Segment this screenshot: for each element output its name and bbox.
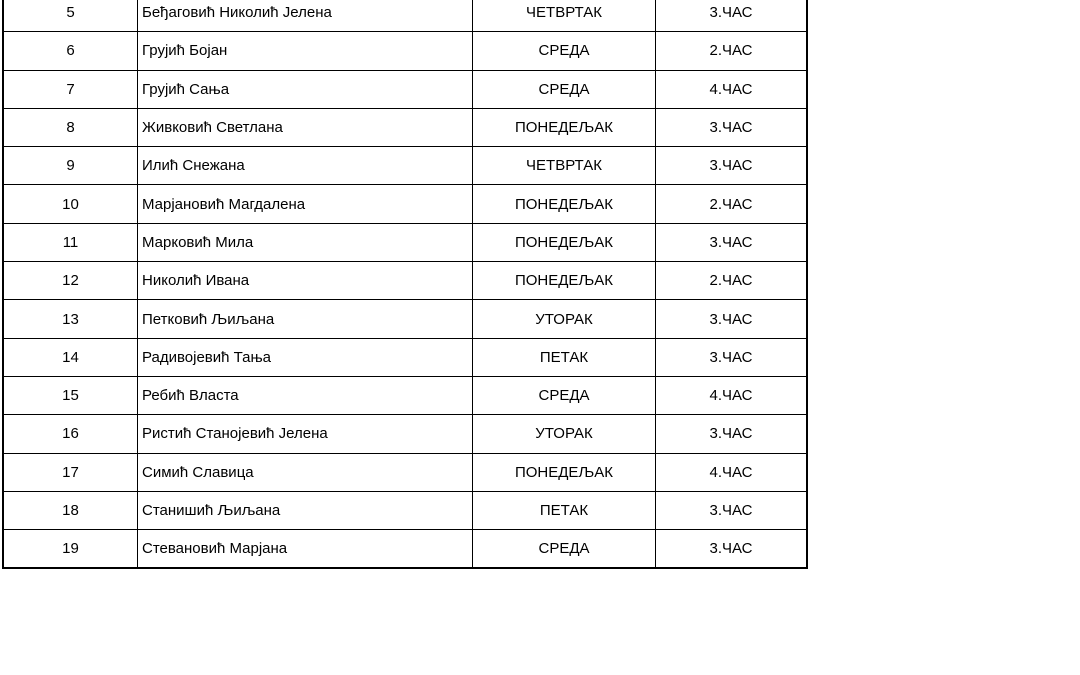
consultation-day: СРЕДА (473, 530, 656, 569)
consultation-day: ПОНЕДЕЉАК (473, 453, 656, 491)
row-number: 11 (3, 223, 138, 261)
consultation-day: УТОРАК (473, 300, 656, 338)
consultation-hour: 3.ЧАС (656, 491, 808, 529)
table-row (3, 491, 807, 529)
row-number: 10 (3, 185, 138, 223)
table-row (3, 70, 807, 108)
consultation-hour: 4.ЧАС (656, 453, 808, 491)
row-number: 12 (3, 262, 138, 300)
teacher-name: Николић Ивана (138, 262, 473, 300)
teacher-name: Илић Снежана (138, 147, 473, 185)
teacher-name: Грујић Сања (138, 70, 473, 108)
consultation-day: ПОНЕДЕЉАК (473, 223, 656, 261)
row-number: 13 (3, 300, 138, 338)
teacher-name: Марјановић Магдалена (138, 185, 473, 223)
consultation-day: ПОНЕДЕЉАК (473, 262, 656, 300)
consultation-day: ЧЕТВРТАК (473, 147, 656, 185)
consultation-day: СРЕДА (473, 376, 656, 414)
teacher-name: Радивојевић Тања (138, 338, 473, 376)
teacher-name: Марковић Мила (138, 223, 473, 261)
row-number: 19 (3, 530, 138, 569)
teacher-name: Живковић Светлана (138, 108, 473, 146)
teacher-name: Беђаговић Николић Јелена (138, 0, 473, 32)
consultation-hour: 2.ЧАС (656, 185, 808, 223)
row-number: 7 (3, 70, 138, 108)
table-row (3, 32, 807, 70)
consultation-day: УТОРАК (473, 415, 656, 453)
teacher-name: Ристић Станојевић Јелена (138, 415, 473, 453)
consultation-hour: 3.ЧАС (656, 0, 808, 32)
consultation-day: ПОНЕДЕЉАК (473, 185, 656, 223)
consultation-hour: 4.ЧАС (656, 376, 808, 414)
row-number: 6 (3, 32, 138, 70)
consultation-hour: 3.ЧАС (656, 415, 808, 453)
teacher-name: Станишић Љиљана (138, 491, 473, 529)
consultation-day: СРЕДА (473, 70, 656, 108)
table-row (3, 223, 807, 261)
consultation-hour: 3.ЧАС (656, 530, 808, 569)
table-row (3, 530, 807, 569)
schedule-table (2, 0, 808, 569)
teacher-name: Ребић Власта (138, 376, 473, 414)
consultation-hour: 3.ЧАС (656, 108, 808, 146)
row-number: 9 (3, 147, 138, 185)
row-number: 16 (3, 415, 138, 453)
teacher-name: Симић Славица (138, 453, 473, 491)
consultation-day: ПЕТАК (473, 491, 656, 529)
consultation-day: ПОНЕДЕЉАК (473, 108, 656, 146)
table-row (3, 108, 807, 146)
consultation-hour: 3.ЧАС (656, 223, 808, 261)
consultation-hour: 2.ЧАС (656, 32, 808, 70)
table-row (3, 300, 807, 338)
teacher-name: Петковић Љиљана (138, 300, 473, 338)
teacher-name: Грујић Бојан (138, 32, 473, 70)
consultation-day: СРЕДА (473, 32, 656, 70)
row-number: 14 (3, 338, 138, 376)
row-number: 5 (3, 0, 138, 32)
teacher-name: Стевановић Марјана (138, 530, 473, 569)
consultation-hour: 3.ЧАС (656, 147, 808, 185)
table-row (3, 415, 807, 453)
table-row (3, 262, 807, 300)
row-number: 18 (3, 491, 138, 529)
consultation-day: ЧЕТВРТАК (473, 0, 656, 32)
row-number: 15 (3, 376, 138, 414)
table-row (3, 147, 807, 185)
table-row (3, 453, 807, 491)
consultation-hour: 3.ЧАС (656, 300, 808, 338)
consultation-hour: 2.ЧАС (656, 262, 808, 300)
row-number: 8 (3, 108, 138, 146)
consultation-day: ПЕТАК (473, 338, 656, 376)
consultation-hour: 3.ЧАС (656, 338, 808, 376)
table-row (3, 185, 807, 223)
row-number: 17 (3, 453, 138, 491)
schedule-table-body (3, 0, 807, 568)
table-row (3, 376, 807, 414)
table-row (3, 338, 807, 376)
table-row (3, 0, 807, 32)
consultation-hour: 4.ЧАС (656, 70, 808, 108)
